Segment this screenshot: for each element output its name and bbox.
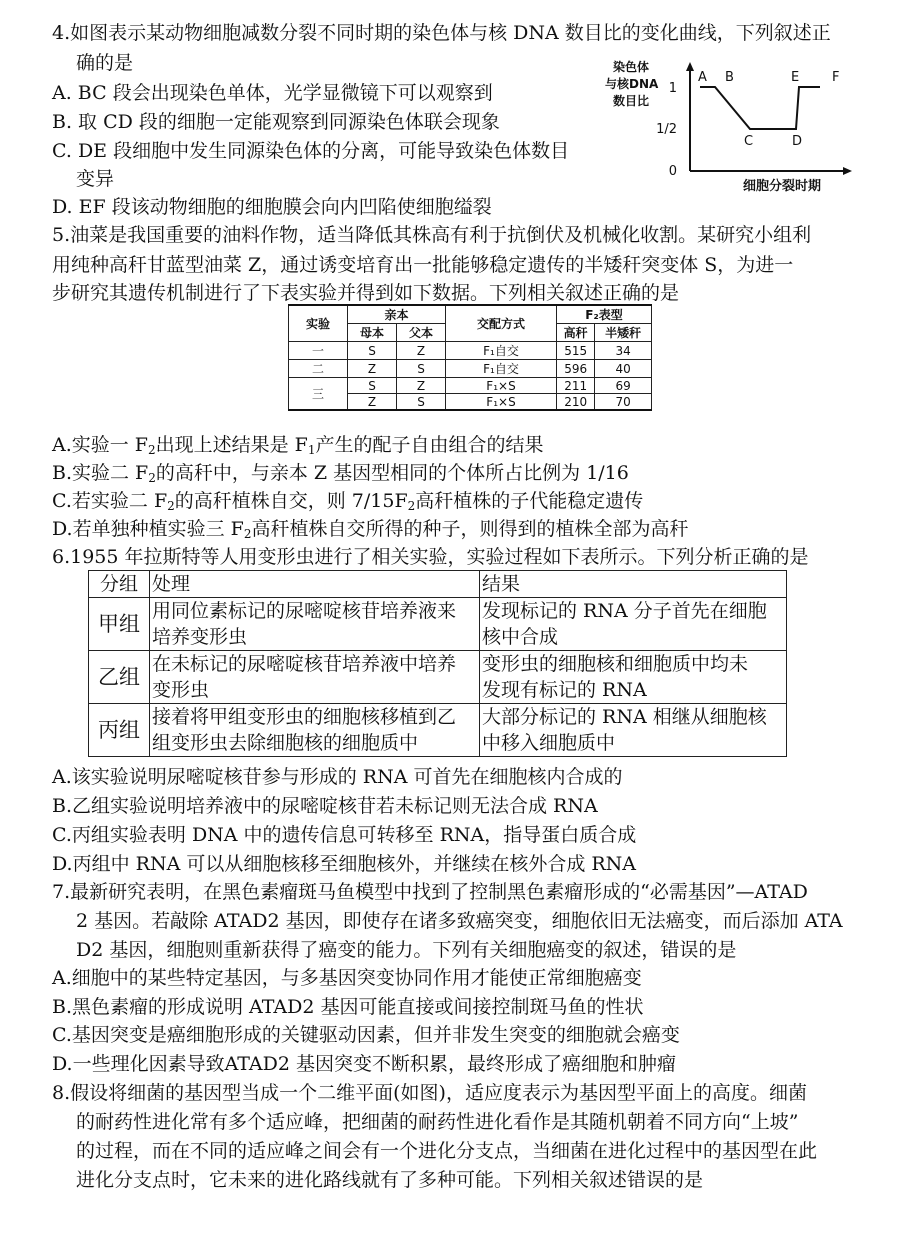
q7-option-d: D.一些理化因素导致ATAD2 基因突变不断积累，最终形成了癌细胞和肿瘤 (52, 1053, 676, 1075)
q6-experiment-table (88, 570, 787, 757)
q5-cell-exp: 一 (289, 342, 348, 360)
q5-stem-line1: 5.油菜是我国重要的油料作物，适当降低其株高有利于抗倒伏及机械化收割。某研究小组利 (52, 224, 812, 246)
q6-header-result: 结果 (480, 571, 787, 598)
q8-stem-line4: 进化分支点时，它未来的进化路线就有了多种可能。下列相关叙述错误的是 (76, 1169, 704, 1191)
q6-cell-result: 变形虫的细胞核和细胞质中均未 发现有标记的 RNA (480, 651, 787, 704)
chart-series-line (700, 87, 820, 129)
chart-ylabel-line2: 与核DNA (605, 77, 659, 91)
chart-x-arrow (843, 167, 852, 175)
chromosome-dna-ratio-chart (603, 58, 853, 198)
q5-cell-semi: 34 (595, 342, 652, 360)
q6-cell-group: 丙组 (89, 704, 150, 757)
q8-stem-line3: 的过程，而在不同的适应峰之间会有一个进化分支点，当细菌在进化过程中的基因型在此 (76, 1140, 818, 1162)
q5-cell-mother: Z (348, 360, 397, 378)
q5-cell-method: F₁×S (446, 394, 557, 411)
q5-header-mother: 母本 (348, 324, 397, 342)
q5-cell-father: S (397, 394, 446, 411)
q7-stem-line2: 2 基因。若敲除 ATAD2 基因，即使存在诸多致癌突变，细胞依旧无法癌变，而后添加 ATA (76, 910, 843, 932)
q4-option-d: D. EF 段该动物细胞的细胞膜会向内凹陷使细胞缢裂 (52, 196, 492, 218)
q5-cell-father: S (397, 360, 446, 378)
q7-stem-line1: 7.最新研究表明，在黑色素瘤斑马鱼模型中找到了控制黑色素瘤形成的“必需基因”—ATAD (52, 881, 808, 903)
q6-cell-result: 大部分标记的 RNA 相继从细胞核 中移入细胞质中 (480, 704, 787, 757)
q5-cell-tall: 210 (557, 394, 595, 411)
table-row (289, 360, 652, 378)
chart-point-label-e: E (791, 70, 800, 85)
q4-option-c-line1: C. DE 段细胞中发生同源染色体的分离，可能导致染色体数目 (52, 140, 570, 162)
q7-option-b: B.黑色素瘤的形成说明 ATAD2 基因可能直接或间接控制斑马鱼的性状 (52, 996, 644, 1018)
chart-point-label-f: F (832, 70, 840, 85)
q4-stem-line1: 4.如图表示某动物细胞减数分裂不同时期的染色体与核 DNA 数目比的变化曲线，下列叙述正 (52, 22, 831, 44)
q6-option-c: C.丙组实验表明 DNA 中的遗传信息可转移至 RNA，指导蛋白质合成 (52, 824, 637, 846)
q5-cell-father: Z (397, 342, 446, 360)
q5-option-b: B.实验二 $F_2$的高秆中，与亲本 Z 基因型相同的个体所占比例为 1/16 (52, 462, 629, 485)
q6-cell-treatment: 接着将甲组变形虫的细胞核移植到乙 组变形虫去除细胞核的细胞质中 (150, 704, 480, 757)
q5-cell-exp: 三 (289, 378, 348, 411)
table-row (289, 378, 652, 394)
chart-xlabel: 细胞分裂时期 (743, 179, 822, 194)
q6-cell-group: 甲组 (89, 598, 150, 651)
q5-header-semi: 半矮秆 (595, 324, 652, 342)
chart-point-label-a: A (698, 70, 707, 85)
chart-point-label-c: C (744, 134, 754, 149)
q6-stem: 6.1955 年拉斯特等人用变形虫进行了相关实验，实验过程如下表所示。下列分析正确的是 (52, 546, 809, 568)
q6-cell-group: 乙组 (89, 651, 150, 704)
q5-option-a: A.实验一 $F_2$出现上述结果是 $F_1$产生的配子自由组合的结果 (52, 434, 544, 457)
q6-header-group: 分组 (89, 571, 150, 598)
q5-header-tall: 高秆 (557, 324, 595, 342)
q5-stem-line3: 步研究其遗传机制进行了下表实验并得到如下数据。下列相关叙述正确的是 (52, 282, 680, 304)
q5-cell-tall: 596 (557, 360, 595, 378)
q4-option-b: B. 取 CD 段的细胞一定能观察到同源染色体联会现象 (52, 111, 500, 133)
q8-stem-line1: 8.假设将细菌的基因型当成一个二维平面(如图)，适应度表示为基因型平面上的高度。细菌 (52, 1082, 807, 1104)
q7-option-a: A.细胞中的某些特定基因，与多基因突变协同作用才能使正常细胞癌变 (52, 967, 642, 989)
q7-option-c: C.基因突变是癌细胞形成的关键驱动因素，但并非发生突变的细胞就会癌变 (52, 1024, 680, 1046)
q6-option-d: D.丙组中 RNA 可以从细胞核移至细胞核外，并继续在核外合成 RNA (52, 853, 637, 875)
q5-cell-tall: 211 (557, 378, 595, 394)
table-row (89, 651, 787, 704)
q7-stem-line3: D2 基因，细胞则重新获得了癌变的能力。下列有关细胞癌变的叙述，错误的是 (76, 939, 737, 961)
q6-header-treatment: 处理 (150, 571, 480, 598)
chart-point-label-d: D (792, 134, 803, 149)
chart-y-arrow (686, 62, 694, 71)
q5-data-table (288, 304, 652, 411)
q4-stem-line2: 确的是 (76, 52, 134, 74)
table-row (89, 598, 787, 651)
q5-cell-mother: S (348, 378, 397, 394)
q5-header-method: 交配方式 (446, 305, 557, 342)
q5-cell-tall: 515 (557, 342, 595, 360)
q5-cell-semi: 70 (595, 394, 652, 411)
q5-cell-exp: 二 (289, 360, 348, 378)
q6-option-a: A.该实验说明尿嘧啶核苷参与形成的 RNA 可首先在细胞核内合成的 (52, 766, 623, 788)
q5-cell-semi: 40 (595, 360, 652, 378)
q5-cell-mother: S (348, 342, 397, 360)
q5-stem-line2: 用纯种高秆甘蓝型油菜 Z，通过诱变培育出一批能够稳定遗传的半矮秆突变体 S，为进一 (52, 254, 794, 276)
chart-ylabel-line3: 数目比 (613, 94, 650, 108)
table-row (89, 704, 787, 757)
q5-cell-method: F₁×S (446, 378, 557, 394)
q5-cell-father: Z (397, 378, 446, 394)
q5-cell-method: F₁自交 (446, 342, 557, 360)
q5-header-f2: F₂表型 (557, 305, 652, 324)
q4-option-c-line2: 变异 (76, 168, 115, 190)
q8-stem-line2: 的耐药性进化常有多个适应峰，把细菌的耐药性进化看作是其随机朝着不同方向“上坡” (76, 1111, 799, 1133)
q6-cell-treatment: 在未标记的尿嘧啶核苷培养液中培养 变形虫 (150, 651, 480, 704)
q5-option-d: D.若单独种植实验三 $F_2$高秆植株自交所得的种子，则得到的植株全部为高秆 (52, 518, 689, 541)
q5-option-c: C.若实验二 $F_2$的高秆植株自交，则 $7/15F_2$高秆植株的子代能稳定遗传 (52, 490, 644, 513)
chart-ytick-0: 0 (668, 164, 677, 179)
chart-ytick-1: 1 (668, 81, 677, 96)
q6-cell-treatment: 用同位素标记的尿嘧啶核苷培养液来 培养变形虫 (150, 598, 480, 651)
chart-ytick-half: 1/2 (656, 122, 677, 137)
q4-option-a: A. BC 段会出现染色单体，光学显微镜下可以观察到 (52, 82, 493, 104)
q5-header-father: 父本 (397, 324, 446, 342)
q5-cell-method: F₁自交 (446, 360, 557, 378)
q6-option-b: B.乙组实验说明培养液中的尿嘧啶核苷若未标记则无法合成 RNA (52, 795, 598, 817)
chart-ylabel-line1: 染色体 (613, 60, 650, 74)
chart-point-label-b: B (725, 70, 734, 85)
q5-cell-mother: Z (348, 394, 397, 411)
table-row (289, 342, 652, 360)
q5-cell-semi: 69 (595, 378, 652, 394)
q6-cell-result: 发现标记的 RNA 分子首先在细胞 核中合成 (480, 598, 787, 651)
q5-header-parent: 亲本 (348, 305, 446, 324)
q5-header-exp: 实验 (289, 305, 348, 342)
